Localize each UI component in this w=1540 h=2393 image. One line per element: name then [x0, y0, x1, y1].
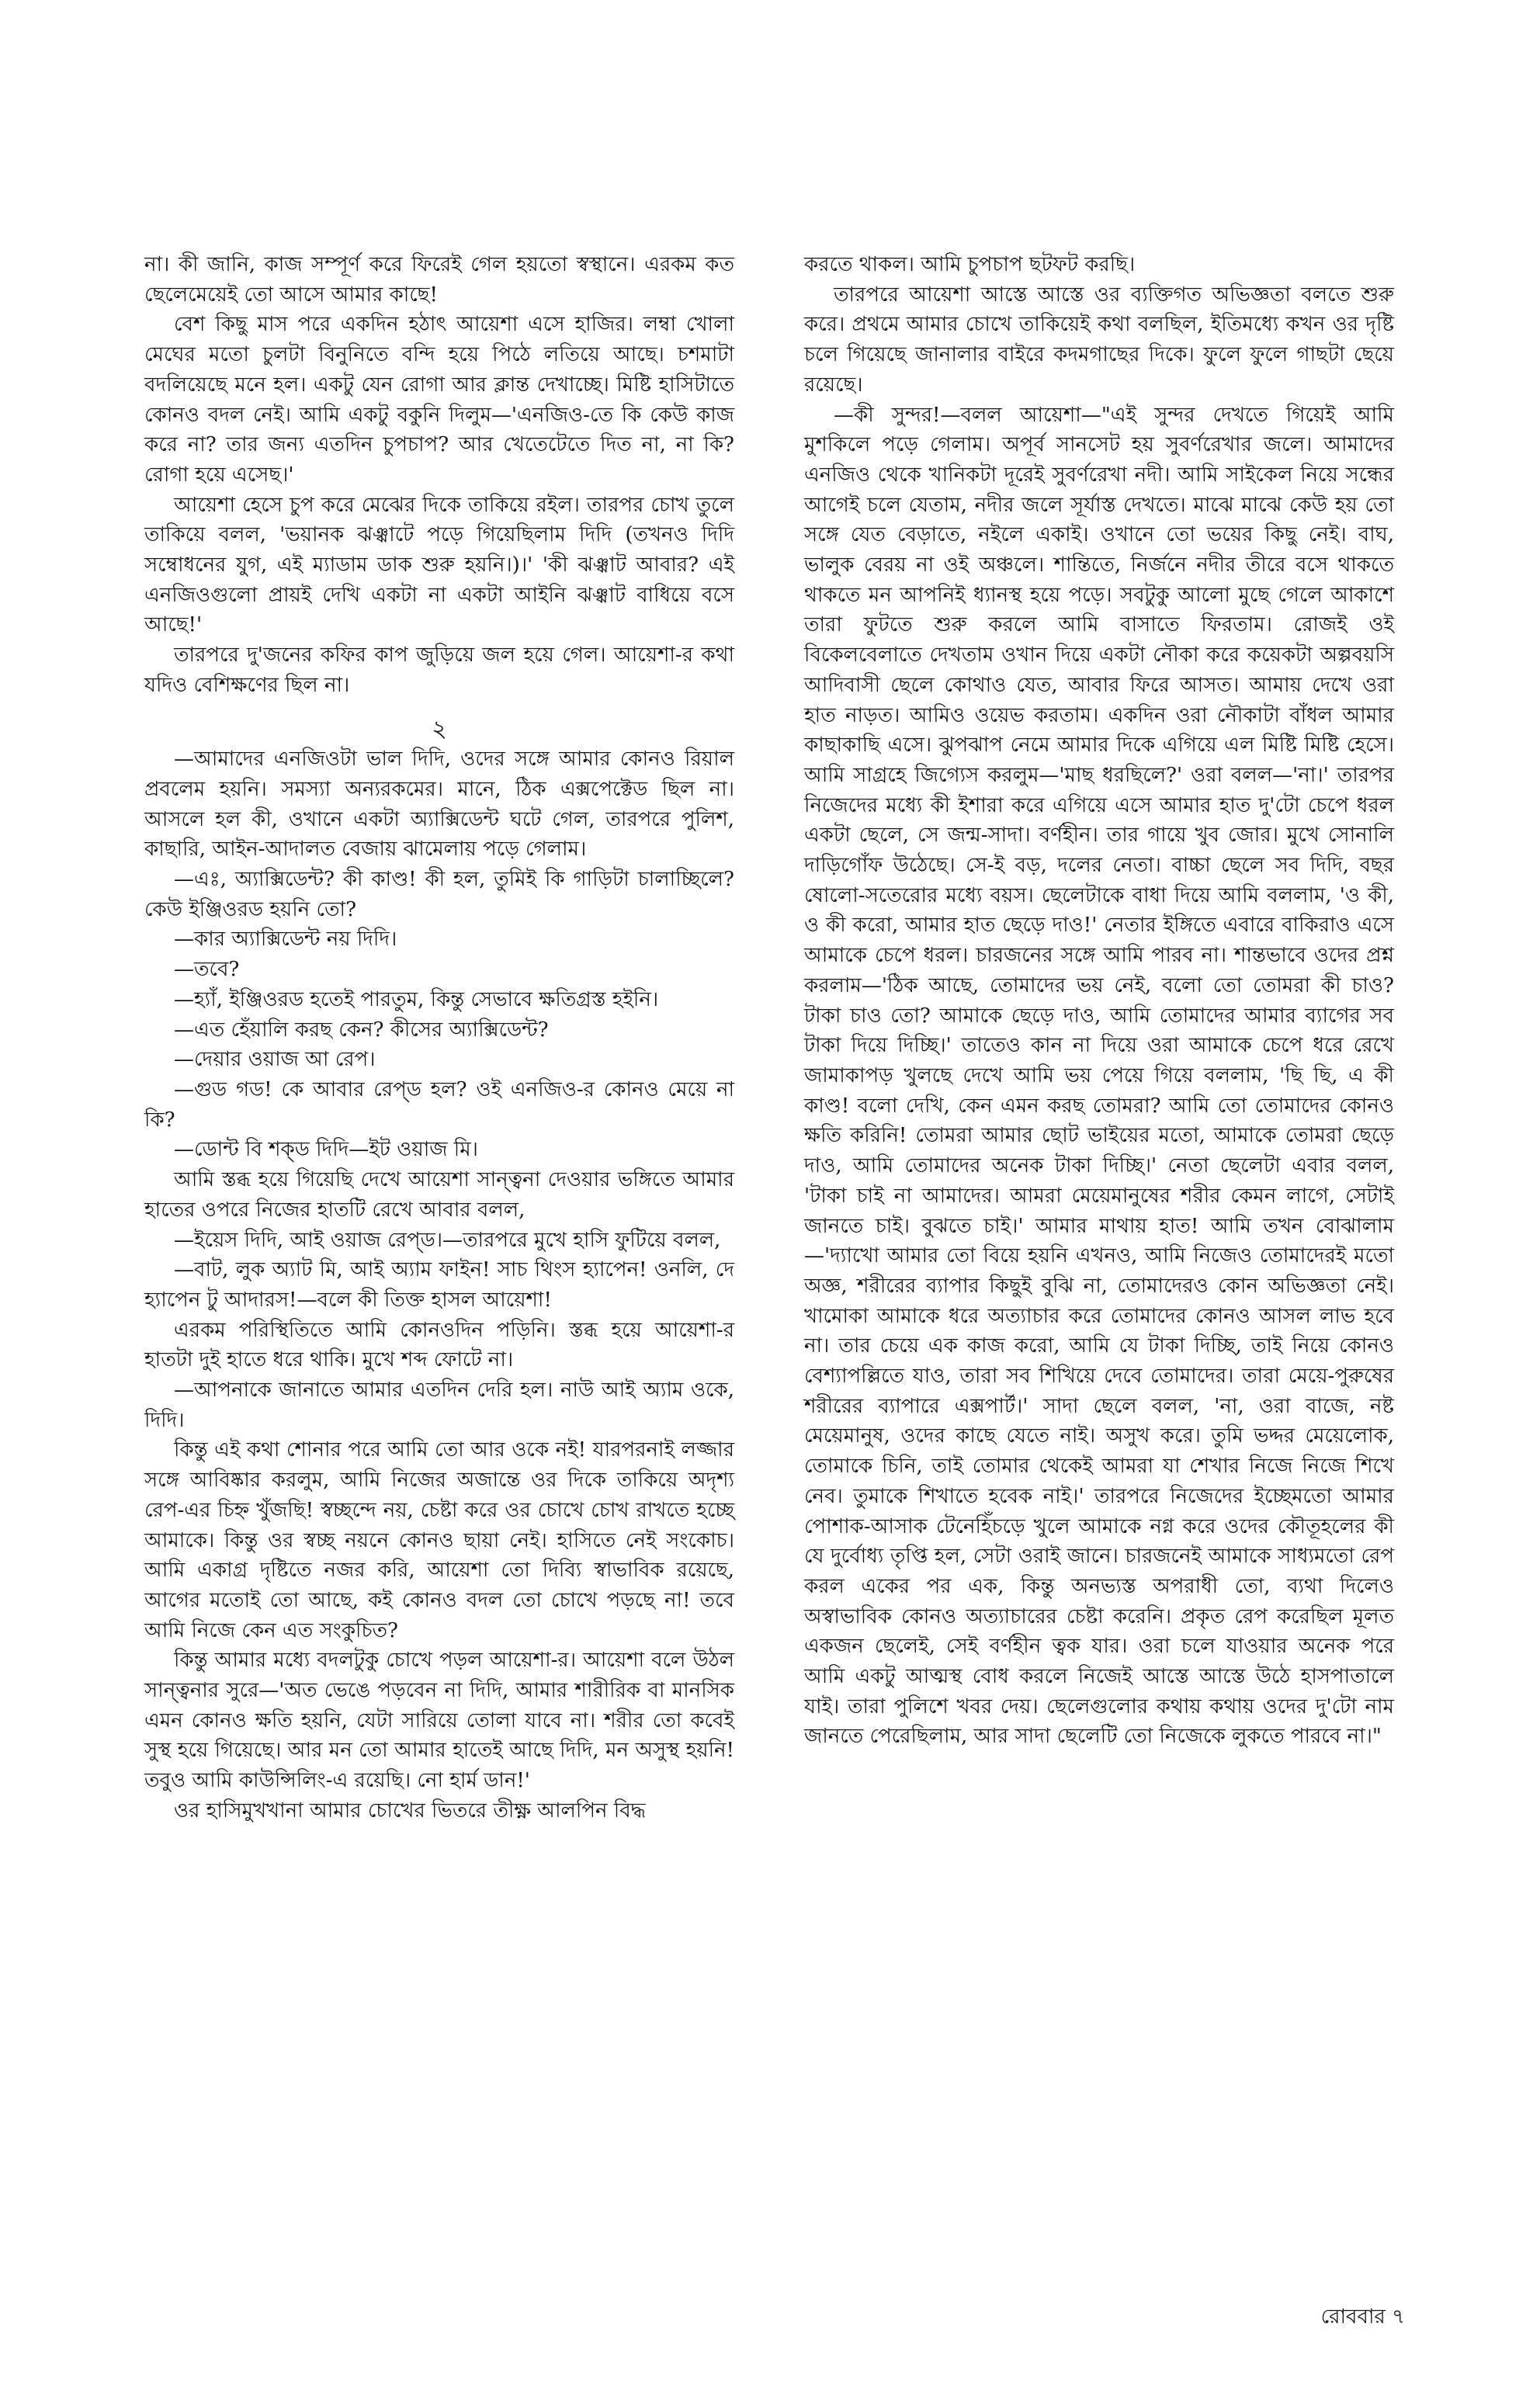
paragraph: —ইয়েস দিদি, আই ওয়াজ রেপ্‌ড।—তারপরে মুখে হাসি ফুটিয়ে বলল,	[174, 1228, 721, 1252]
paragraph: তারপরে আয়েশা আস্তে আস্তে ওর ব্যক্তিগত অভিজ্ঞতা বলতে শুরু করে। প্রথমে আমার চোখে তাকিয়েই কথা বলছিল, ইতিমধ্যে কখন ওর দৃষ্টি চলে গিয়েছে জানালার বাইরে কদমগাছের দিকে। ফুলে ফুলে গাছটা ছেয়ে রয়েছে।	[804, 283, 1394, 397]
paragraph: —গুড গড! কে আবার রেপ্‌ড হল? ওই এনজিও-র কোনও মেয়ে না কি?	[144, 1077, 734, 1132]
paragraph: —ডোন্ট বি শক্‌ড দিদি—ইট ওয়াজ মি।	[174, 1138, 478, 1162]
paragraph: —কী সুন্দর!—বলল আয়েশা—"এই সুন্দর দেখতে গিয়েই আমি মুশকিলে পড়ে গেলাম। অপূর্ব সানসেট হয় সুবর্ণরেখার জলে। আমাদের এনজিও থেকে খানিকটা দূরেই সুবর্ণরেখা নদী। আমি সাইকেল নিয়ে সন্ধের আগেই চলে যেতাম, নদীর জলে সূর্যাস্ত দেখতে। মাঝে মাঝে কেউ হয় তো সঙ্গে যেত বেড়াতে, নইলে একাই। ওখানে তো ভয়ের কিছু নেই। বাঘ, ভালুক বেরয় না ওই অঞ্চলে। শান্তিতে, নির্জনে নদীর তীরে বসে থাকতে থাকতে মন আপনিই ধ্যানস্থ হয়ে পড়ে। সবটুকু আলো মুছে গেলে আকাশে তারা ফুটতে শুরু করলে আমি বাসাতে ফিরতাম। রোজই ওই বিকেলবেলাতে দেখতাম ওখান দিয়ে একটা নৌকা করে কয়েকটা অল্পবয়সি আদিবাসী ছেলে কোথাও যেত, আবার ফিরে আসত। আমায় দেখে ওরা হাত নাড়ত। আমিও ওয়েভ করতাম। একদিন ওরা নৌকাটা বাঁধল আমার কাছাকাছি এসে। ঝুপঝাপ নেমে আমার দিকে এগিয়ে এল মিষ্টি মিষ্টি হেসে। আমি সাগ্রহে জিগ্যেস করলুম—'মাছ ধরছিলে?' ওরা বলল—'না।' তারপর নিজেদের মধ্যে কী ইশারা করে এগিয়ে এসে আমার হাত দু'টো চেপে ধরল একটা ছেলে, সে জন্ম-সাদা। বর্ণহীন। তার গায়ে খুব জোর। মুখে সোনালি দাড়িগোঁফ উঠেছে। সে-ই বড়, দলের নেতা। বাচ্চা ছেলে সব দিদি, বছর ষোলো-সতেরোর মধ্যে বয়স। ছেলেটাকে বাধা দিয়ে আমি বললাম, 'ও কী, ও কী করো, আমার হাত ছেড়ে দাও!' নেতার ইঙ্গিতে এবারে বাকিরাও এসে আমাকে চেপে ধরল। চারজনের সঙ্গে আমি পারব না। শান্তভাবে ওদের প্রশ্ন করলাম—'ঠিক আছে, তোমাদের ভয় নেই, বলো তো তোমরা কী চাও? টাকা চাও তো? আমাকে ছেড়ে দাও, আমি তোমাদের আমার ব্যাগের সব টাকা দিয়ে দিচ্ছি।' তাতেও কান না দিয়ে ওরা আমাকে চেপে ধরে রেখে জামাকাপড় খুলছে দেখে আমি ভয় পেয়ে গিয়ে বললাম, 'ছি ছি, এ কী কাণ্ড! বলো দেখি, কেন এমন করছ তোমরা? আমি তো তোমাদের কোনও ক্ষতি করিনি! তোমরা আমার ছোট ভাইয়ের মতো, আমাকে তোমরা ছেড়ে দাও, আমি তোমাদের অনেক টাকা দিচ্ছি।' নেতা ছেলেটা এবার বলল, 'টাকা চাই না আমাদের। আমরা মেয়েমানুষের শরীর কেমন লাগে, সেটাই জানতে চাই। বুঝতে চাই।' আমার মাথায় হাত! আমি তখন বোঝালাম—'দ্যাখো আমার তো বিয়ে হয়নি এখনও, আমি নিজেও তোমাদেরই মতো অজ্ঞ, শরীরের ব্যাপার কিছুই বুঝি না, তোমাদেরও কোন অভিজ্ঞতা নেই। খামোকা আমাকে ধরে অত্যাচার করে তোমাদের কোনও আসল লাভ হবে না। তার চেয়ে এক কাজ করো, আমি যে টাকা দিচ্ছি, তাই নিয়ে কোনও বেশ্যাপল্লিতে যাও, তারা সব শিখিয়ে দেবে তোমাদের। তারা মেয়ে-পুরুষের শরীরের ব্যাপারে এক্সপার্ট।' সাদা ছেলে বলল, 'না, ওরা বাজে, নষ্ট মেয়েমানুষ, ওদের কাছে যেতে নাই। অসুখ করে। তুমি ভদ্দর মেয়েলোক, তোমাকে চিনি, তাই তোমার থেকেই আমরা যা শেখার নিজে নিজে শিখে নেব। তুমাকে শিখাতে হবেক নাই।' তারপরে নিজেদের ইচ্ছেমতো আমার পোশাক-আসাক টেনেহিঁচড়ে খুলে আমাকে নগ্ন করে ওদের কৌতূহলের কী যে দুর্বোধ্য তৃপ্তি হল, সেটা ওরাই জানে। চারজনেই আমাকে সাধ্যমতো রেপ করল একের পর এক, কিন্তু অনভ্যস্ত অপরাধী তো, ব্যথা দিলেও অস্বাভাবিক কোনও অত্যাচারের চেষ্টা করেনি। প্রকৃত রেপ করেছিল মূলত একজন ছেলেই, সেই বর্ণহীন ত্বক যার। ওরা চলে যাওয়ার অনেক পরে আমি একটু আত্মস্থ বোধ করলে নিজেই আস্তে আস্তে উঠে হাসপাতালে যাই। তারা পুলিশে খবর দেয়। ছেলেগুলোর কথায় কথায় ওদের দু'টো নাম জানতে পেরেছিলাম, আর সাদা ছেলেটি তো নিজেকে লুকতে পারবে না।"	[804, 403, 1394, 1749]
right-column	[804, 250, 1394, 1752]
paragraph: —কার অ্যাক্সিডেন্ট নয় দিদি।	[174, 928, 397, 952]
paragraph: —এত হেঁয়ালি করছ কেন? কীসের অ্যাক্সিডেন্ট?	[174, 1018, 549, 1042]
paragraph: —বাট, লুক অ্যাট মি, আই অ্যাম ফাইন! সাচ থিংস হ্যাপেন! ওনলি, দে হ্যাপেন টু আদারস!—বলে কী তিক্ত হাসল আয়েশা!	[144, 1258, 734, 1312]
paragraph: করতে থাকল। আমি চুপচাপ ছটফট করছি।	[804, 253, 1136, 276]
left-column	[144, 250, 734, 1826]
paragraph: কিন্তু এই কথা শোনার পরে আমি তো আর ওকে নই! যারপরনাই লজ্জার সঙ্গে আবিষ্কার করলুম, আমি নিজের অজান্তে ওর দিকে তাকিয়ে অদৃশ্য রেপ-এর চিহ্ন খুঁজছি! স্বচ্ছন্দে নয়, চেষ্টা করে ওর চোখে চোখ রাখতে হচ্ছে আমাকে। কিন্তু ওর স্বচ্ছ নয়নে কোনও ছায়া নেই। হাসিতে নেই সংকোচ। আমি একাগ্র দৃষ্টিতে নজর করি, আয়েশা তো দিব্যি স্বাভাবিক রয়েছে, আগের মতোই তো আছে, কই কোনও বদল তো চোখে পড়ছে না! তবে আমি নিজে কেন এত সংকুচিত?	[144, 1438, 734, 1642]
paragraph: আমি স্তব্ধ হয়ে গিয়েছি দেখে আয়েশা সান্ত্বনা দেওয়ার ভঙ্গিতে আমার হাতের ওপরে নিজের হাতটি রেখে আবার বলল,	[144, 1168, 734, 1222]
paragraph: ওর হাসিমুখখানা আমার চোখের ভিতরে তীক্ষ্ণ আলপিন বিদ্ধ	[174, 1798, 646, 1822]
paragraph: আয়েশা হেসে চুপ করে মেঝের দিকে তাকিয়ে রইল। তারপর চোখ তুলে তাকিয়ে বলল, 'ভয়ানক ঝঞ্ঝাটে পড়ে গিয়েছিলাম দিদি (তখনও দিদি সম্বোধনের যুগ, এই ম্যাডাম ডাক শুরু হয়নি।)।' 'কী ঝঞ্ঝাট আবার? এই এনজিওগুলো প্রায়ই দেখি একটা না একটা আইনি ঝঞ্ঝাট বাধিয়ে বসে আছে!'	[144, 493, 734, 637]
paragraph: এরকম পরিস্থিতিতে আমি কোনওদিন পড়িনি। স্তব্ধ হয়ে আয়েশা-র হাতটা দুই হাতে ধরে থাকি। মুখে শব্দ ফোটে না।	[144, 1318, 734, 1372]
paragraph: বেশ কিছু মাস পরে একদিন হঠাৎ আয়েশা এসে হাজির। লম্বা খোলা মেঘের মতো চুলটা বিনুনিতে বন্দি হয়ে পিঠে লতিয়ে আছে। চশমাটা বদলিয়েছে মনে হল। একটু যেন রোগা আর ক্লান্ত দেখাচ্ছে। মিষ্টি হাসিটাতে কোনও বদল নেই। আমি একটু বকুনি দিলুম—'এনজিও-তে কি কেউ কাজ করে না? তার জন্য এতদিন চুপচাপ? আর খেতেটেতে দিত না, না কি? রোগা হয়ে এসেছ।'	[144, 313, 734, 487]
paragraph: —তবে?	[174, 958, 240, 982]
paragraph: তারপরে দু'জনের কফির কাপ জুড়িয়ে জল হয়ে গেল। আয়েশা-র কথা যদিও বেশিক্ষণের ছিল না।	[144, 643, 734, 697]
paragraph: কিন্তু আমার মধ্যে বদলটুকু চোখে পড়ল আয়েশা-র। আয়েশা বলে উঠল সান্ত্বনার সুরে—'অত ভেঙে পড়বেন না দিদি, আমার শারীরিক বা মানসিক এমন কোনও ক্ষতি হয়নি, যেটা সারিয়ে তোলা যাবে না। শরীর তো কবেই সুস্থ হয়ে গিয়েছে। আর মন তো আমার হাতেই আছে দিদি, মন অসুস্থ হয়নি! তবুও আমি কাউন্সিলিং-এ রয়েছি। নো হার্ম ডান!'	[144, 1649, 734, 1793]
paragraph: —দেয়ার ওয়াজ আ রেপ।	[174, 1048, 376, 1072]
paragraph: না। কী জানি, কাজ সম্পূর্ণ করে ফিরেই গেল হয়তো স্বস্থানে। এরকম কত ছেলেমেয়েই তো আসে আমার কাছে!	[144, 253, 734, 307]
paragraph: —আপনাকে জানাতে আমার এতদিন দেরি হল। নাউ আই অ্যাম ওকে, দিদি।	[144, 1379, 734, 1432]
paragraph: —আমাদের এনজিওটা ভাল দিদি, ওদের সঙ্গে আমার কোনও রিয়াল প্রবলেম হয়নি। সমস্যা অন্যরকমের। মানে, ঠিক এক্সপেক্টেড ছিল না। আসলে হল কী, ওখানে একটা অ্যাক্সিডেন্ট ঘটে গেল, তারপরে পুলিশ, কাছারি, আইন-আদালত বেজায় ঝামেলায় পড়ে গেলাম।	[144, 747, 734, 862]
paragraph: —এঃ, অ্যাক্সিডেন্ট? কী কাণ্ড! কী হল, তুমিই কি গাড়িটা চালাচ্ছিলে? কেউ ইঞ্জিওরড হয়নি তো?	[144, 868, 734, 921]
paragraph: —হ্যাঁ, ইঞ্জিওরড হতেই পারতুম, কিন্তু সেভাবে ক্ষতিগ্রস্ত হইনি।	[174, 987, 659, 1011]
section-number: ২	[432, 715, 447, 743]
page-folio: রোববার ৭	[1320, 2305, 1405, 2329]
